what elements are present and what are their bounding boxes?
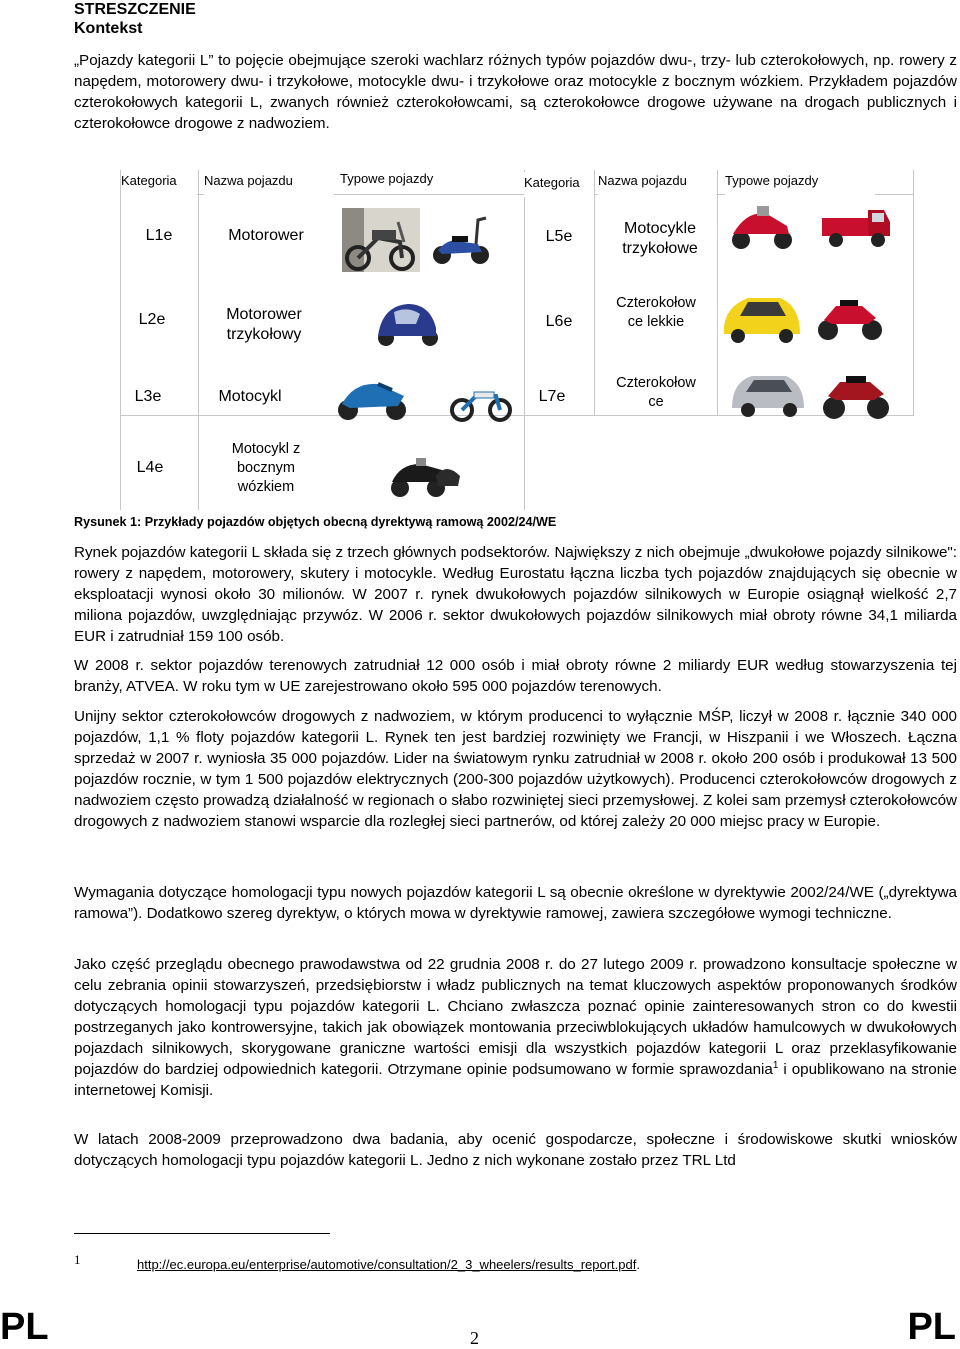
vehicle-name-cell: Czterokołow ce lekkie (616, 295, 696, 330)
category-cell: L3e (134, 388, 162, 405)
figure-caption: Rysunek 1: Przykłady pojazdów objętych obecną dyrektywą ramową 2002/24/WE (74, 515, 557, 529)
vehicle-name-cell: Motorower trzykołowy (226, 306, 302, 343)
table-border-right (913, 170, 914, 415)
header-nazwa-pojazdu-right: Nazwa pojazdu (598, 170, 716, 195)
header-typowe-pojazdy: Typowe pojazdy (340, 168, 490, 193)
language-code-right: PL (907, 1306, 956, 1348)
category-cell: L2e (138, 311, 166, 328)
paragraph: W latach 2008-2009 przeprowadzono dwa badania, aby ocenić gospodarcze, społeczne i środowiskowe skutki wniosków dotyczących homologacji typu pojazdów kategorii L. Jedno z nich wykonane zostało przez TRL Ltd (74, 1131, 957, 1169)
vehicle-name-cell: Motocykl z bocznym wózkiem (231, 440, 301, 495)
page-number: 2 (470, 1328, 479, 1348)
vehicle-name-cell: Motorower (228, 227, 304, 244)
paragraph-text: Jako część przeglądu obecnego prawodawstwa od 22 grudnia 2008 r. do 27 lutego 2009 r. prowadzono konsultacje społeczne w celu zebrania opinii stowarzyszeń, przedsiębiorstw i władz publicznych na temat kluczowych aspektów proponowanych środków dotyczących homologacji typu pojazdów kategorii L. Chciano zwłaszcza poznać opinie zainteresowanych stron co do kwestii postrzeganych jako kontrowersyjne, takich jak obowiązek montowania przeciwblokujących układów hamulcowych w dwukołowych pojazdach silnikowych, skorygowane graniczne wartości emisji dla wszystkich pojazdów kategorii L oraz przeklasyfikowanie pojazdów do bardziej odpowiednich kategorii. Otrzymane opinie podsumowano w formie sprawozdania (74, 956, 957, 1078)
sidecar-motorcycle-photo (386, 452, 462, 498)
table-col-divider (594, 170, 595, 415)
footnote-text (137, 1257, 640, 1272)
intro-paragraph: „Pojazdy kategorii L” to pojęcie obejmujące szeroki wachlarz różnych typów pojazdów dwu-, trzy- lub czterokołowych, np. rowery z napędem, motorowery dwu- i trzykołowe, motocykle dwu- i trzykołowe oraz motocykle z bocznym wózkiem. Przykładem pojazdów czterokołowych kategorii L, zwanych również czterokołowcami, są czterokołowce drogowe używane na drogach publicznych i czterokołowce drogowe z nadwoziem. (74, 52, 957, 132)
vehicle-name-cell: Motocykle trzykołowe (622, 220, 698, 257)
category-cell: L5e (545, 228, 573, 245)
footnote-separator (74, 1233, 330, 1234)
paragraph: Rynek pojazdów kategorii L składa się z trzech głównych podsektorów. Największy z nich obejmuje „dwukołowe pojazdy silnikowe": rowery z napędem, motorowery, skutery i motocykle. Według Eurostatu łączna liczba tych pojazdów znajdujących się obecnie w eksploatacji wynosi około 30 milionów. W 2007 r. rynek dwukołowych pojazdów silnikowych w Europie osiągnął wielkość 2,7 miliona pojazdów, uwzględniając przywóz. W 2006 r. sektor dwukołowych pojazdów silnikowych miał obroty równe 34,1 miliarda EUR i zatrudniał 159 100 osób. (74, 544, 957, 645)
sport-motorcycle-photo (334, 376, 412, 422)
header-typowe-pojazdy-right: Typowe pojazdy (725, 170, 875, 195)
paragraph: Wymagania dotyczące homologacji typu nowych pojazdów kategorii L są obecnie określone w dyrektywie 2002/24/WE („dyrektywa ramowa”). Dodatkowo szereg dyrektyw, o których mowa w dyrektywie ramowej, zawiera szczegółowe wymogi techniczne. (74, 884, 957, 922)
footnote-reference[interactable]: 1 (772, 1059, 779, 1071)
footnote-suffix: . (636, 1257, 640, 1272)
moped-photo (342, 208, 420, 272)
category-cell: L4e (136, 459, 164, 476)
scooter-photo (430, 214, 492, 266)
paragraph-text: i opublikowano na stronie internetowej Komisji. (74, 1061, 957, 1099)
table-col-divider (524, 170, 525, 510)
category-cell: L1e (145, 227, 173, 244)
covered-trike-photo (372, 296, 444, 348)
header-kategoria: Kategoria (121, 170, 197, 195)
category-table (120, 170, 914, 510)
header-kategoria-right: Kategoria (524, 172, 594, 197)
language-code-left: PL (0, 1306, 49, 1348)
vehicle-name-cell: Czterokołow ce (616, 375, 696, 410)
three-wheel-scooter-photo (727, 200, 797, 250)
quadricycle-car-photo (728, 368, 808, 418)
heavy-atv-photo (820, 368, 892, 420)
paragraph-consultation (74, 954, 957, 1101)
category-cell: L6e (545, 313, 573, 330)
footnote-number: 1 (74, 1252, 81, 1267)
section-subtitle: Kontekst (74, 20, 143, 37)
footnote-link[interactable]: http://ec.europa.eu/enterprise/automotive/consultation/2_3_wheelers/results_report.pdf (137, 1257, 637, 1272)
section-title: STRESZCZENIE (74, 1, 196, 18)
category-cell: L7e (538, 388, 566, 405)
light-quadricycle-photo (720, 288, 804, 344)
enduro-motorcycle-photo (450, 382, 512, 422)
red-atv-photo (816, 292, 884, 342)
vehicle-name-cell: Motocykl (218, 388, 282, 405)
table-col-divider (717, 170, 718, 415)
microtruck-photo (820, 200, 892, 250)
header-nazwa-pojazdu: Nazwa pojazdu (204, 170, 334, 195)
paragraph: Unijny sektor czterokołowców drogowych z nadwoziem, w którym producenci to wyłącznie MŚP, liczył w 2008 r. łącznie 340 000 pojazdów, 1,1 % floty pojazdów kategorii L. Rynek ten jest bardziej rozwinięty we Francji, w Hiszpanii i we Włoszech. Łączna sprzedaż w 2007 r. wyniosła 35 000 pojazdów. Lider na światowym rynku zatrudniał w 2008 r. około 200 osób i produkował 13 500 pojazdów rocznie, w tym 1 500 pojazdów elektrycznych (200-300 pojazdów użytkowych). Producenci czterokołowców drogowych z nadwoziem często prowadzą działalność w regionach o słabo rozwiniętej sieci przemysłowej. Z kolei sam przemysł czterokołowców drogowych z nadwoziem stanowi wsparcie dla rozległej sieci partnerów, od której zależy 20 000 miejsc pracy w Europie. (74, 708, 957, 830)
paragraph: W 2008 r. sektor pojazdów terenowych zatrudniał 12 000 osób i miał obroty równe 2 miliardy EUR według stowarzyszenia tej branży, ATVEA. W roku tym w UE zarejestrowano około 595 000 pojazdów terenowych. (74, 657, 957, 695)
